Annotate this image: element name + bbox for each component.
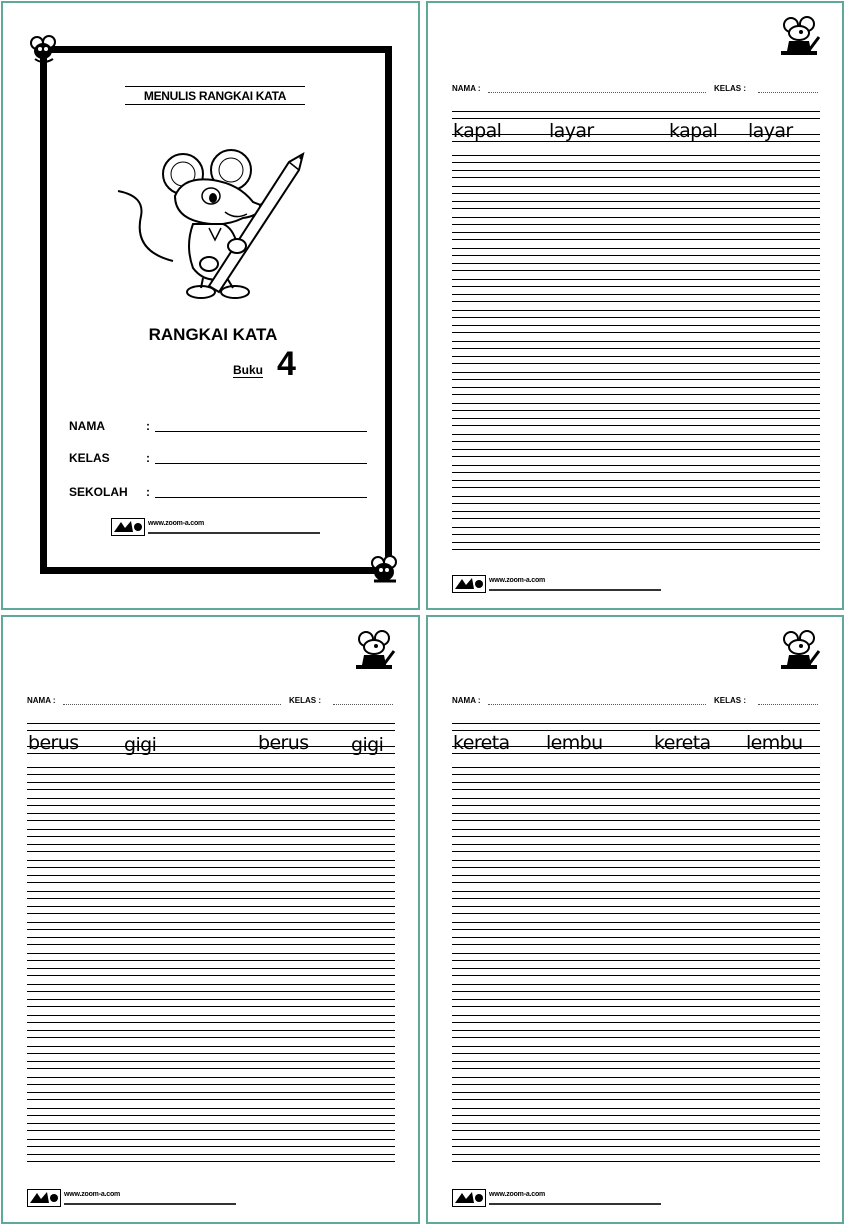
- site-logo-icon: [452, 1189, 486, 1207]
- rule-line: [452, 1061, 820, 1062]
- rule-line: [27, 1015, 395, 1016]
- rule-line: [452, 255, 820, 256]
- rule-line: [27, 937, 395, 938]
- rule-line: [452, 975, 820, 976]
- worksheet-berus-gigi: [1, 615, 420, 1224]
- name-line: [155, 431, 367, 432]
- rule-line: [452, 480, 820, 481]
- practice-word: berus: [28, 732, 79, 754]
- rule-line: [452, 944, 820, 945]
- rule-line: [452, 341, 820, 342]
- website-text: www.zoom-a.com: [64, 1191, 121, 1198]
- field-colon: :: [146, 419, 150, 433]
- rule-line: [452, 1092, 820, 1093]
- site-logo-icon: [111, 518, 145, 536]
- practice-word: kapal: [669, 120, 718, 142]
- rule-line: [452, 1146, 820, 1147]
- rule-line: [27, 968, 395, 969]
- practice-word: gigi: [351, 734, 384, 756]
- rule-line: [27, 723, 395, 724]
- class-line: [758, 704, 818, 705]
- rule-line: [452, 1130, 820, 1131]
- rule-line: [27, 820, 395, 821]
- rule-line: [27, 1006, 395, 1007]
- class-label: KELAS :: [714, 696, 746, 705]
- rule-line: [27, 984, 395, 985]
- rule-line: [452, 1030, 820, 1031]
- rule-line: [27, 829, 395, 830]
- mouse-with-pencil-icon: [113, 146, 313, 306]
- rule-line: [452, 177, 820, 178]
- rule-line: [452, 372, 820, 373]
- class-label: KELAS :: [289, 696, 321, 705]
- rule-line: [452, 279, 820, 280]
- rule-line: [452, 1006, 820, 1007]
- rule-line: [27, 1061, 395, 1062]
- practice-word: kapal: [453, 120, 502, 142]
- field-label-kelas: KELAS: [69, 451, 110, 465]
- rule-line: [452, 1154, 820, 1155]
- rule-line: [27, 906, 395, 907]
- rule-line: [27, 1068, 395, 1069]
- name-label: NAMA :: [452, 696, 481, 705]
- rule-line: [27, 1154, 395, 1155]
- ruled-lines: [452, 723, 820, 1175]
- name-line: [63, 704, 281, 705]
- ruled-lines: [452, 111, 820, 563]
- rule-line: [452, 425, 820, 426]
- school-line: [155, 497, 367, 498]
- rule-line: [452, 332, 820, 333]
- rule-line: [452, 851, 820, 852]
- rule-line: [452, 527, 820, 528]
- rule-line: [452, 208, 820, 209]
- mouse-corner-icon: [27, 33, 61, 67]
- rule-line: [27, 1092, 395, 1093]
- name-line: [488, 704, 706, 705]
- rule-line: [452, 434, 820, 435]
- rule-line: [27, 991, 395, 992]
- rule-line: [452, 387, 820, 388]
- mouse-corner-icon: [368, 553, 402, 587]
- rule-line: [452, 248, 820, 249]
- rule-line: [452, 111, 820, 112]
- rule-line: [27, 844, 395, 845]
- rule-line: [27, 999, 395, 1000]
- rule-line: [452, 201, 820, 202]
- rule-line: [452, 913, 820, 914]
- field-colon: :: [146, 485, 150, 499]
- rule-line: [452, 263, 820, 264]
- rule-line: [452, 999, 820, 1000]
- website-bar: [64, 1203, 236, 1205]
- rule-line: [452, 294, 820, 295]
- rule-line: [27, 953, 395, 954]
- rule-line: [27, 1123, 395, 1124]
- practice-word: layar: [549, 120, 594, 142]
- rule-line: [452, 1037, 820, 1038]
- website-bar: [489, 1203, 661, 1205]
- rule-line: [452, 984, 820, 985]
- rule-line: [452, 968, 820, 969]
- rule-line: [27, 782, 395, 783]
- rule-line: [27, 875, 395, 876]
- rule-line: [452, 232, 820, 233]
- book-number: 4: [277, 345, 296, 383]
- field-colon: :: [146, 451, 150, 465]
- rule-line: [27, 746, 395, 747]
- rule-line: [452, 496, 820, 497]
- class-line: [155, 463, 367, 464]
- rule-line: [452, 813, 820, 814]
- rule-line: [452, 991, 820, 992]
- rule-line: [452, 441, 820, 442]
- rule-line: [452, 472, 820, 473]
- rule-line: [27, 1022, 395, 1023]
- cover-heading: RANGKAI KATA: [148, 325, 278, 344]
- rule-line: [452, 929, 820, 930]
- rule-line: [452, 394, 820, 395]
- mouse-with-pencil-icon: [777, 15, 821, 57]
- rule-line: [452, 1161, 820, 1162]
- class-line: [333, 704, 393, 705]
- rule-line: [452, 193, 820, 194]
- rule-line: [27, 1139, 395, 1140]
- rule-line: [452, 534, 820, 535]
- name-line: [488, 92, 706, 93]
- worksheet-kereta-lembu: [426, 615, 844, 1224]
- rule-line: [452, 449, 820, 450]
- worksheet-kapal-layar: [426, 1, 844, 610]
- rule-line: [27, 1108, 395, 1109]
- rule-line: [452, 286, 820, 287]
- rule-line: [27, 860, 395, 861]
- rule-line: [27, 753, 395, 754]
- rule-line: [452, 270, 820, 271]
- rule-line: [27, 1053, 395, 1054]
- rule-line: [452, 379, 820, 380]
- rule-line: [452, 224, 820, 225]
- site-logo-icon: [452, 575, 486, 593]
- rule-line: [27, 767, 395, 768]
- rule-line: [452, 456, 820, 457]
- rule-line: [452, 465, 820, 466]
- site-logo-icon: [27, 1189, 61, 1207]
- practice-word: lembu: [546, 732, 603, 754]
- website-text: www.zoom-a.com: [148, 520, 205, 527]
- rule-line: [452, 1053, 820, 1054]
- rule-line: [452, 363, 820, 364]
- rule-line: [27, 1130, 395, 1131]
- rule-line: [27, 1030, 395, 1031]
- website-text: www.zoom-a.com: [489, 1191, 546, 1198]
- practice-word: kereta: [654, 732, 711, 754]
- rule-line: [27, 851, 395, 852]
- rule-line: [452, 356, 820, 357]
- practice-word: lembu: [746, 732, 803, 754]
- rule-line: [27, 798, 395, 799]
- rule-line: [452, 891, 820, 892]
- class-line: [758, 92, 818, 93]
- rule-line: [452, 1015, 820, 1016]
- rule-line: [452, 820, 820, 821]
- rule-line: [452, 549, 820, 550]
- rule-line: [452, 217, 820, 218]
- rule-line: [452, 1068, 820, 1069]
- rule-line: [452, 937, 820, 938]
- rule-line: [27, 1077, 395, 1078]
- rule-line: [27, 891, 395, 892]
- rule-line: [452, 953, 820, 954]
- rule-line: [452, 155, 820, 156]
- rule-line: [27, 898, 395, 899]
- rule-line: [452, 922, 820, 923]
- book-label: Buku: [233, 363, 263, 377]
- rule-line: [452, 1022, 820, 1023]
- rule-line: [452, 730, 820, 731]
- rule-line: [27, 1146, 395, 1147]
- rule-line: [27, 882, 395, 883]
- name-label: NAMA :: [27, 696, 56, 705]
- rule-line: [27, 1099, 395, 1100]
- rule-line: [452, 317, 820, 318]
- rule-line: [452, 960, 820, 961]
- rule-line: [27, 975, 395, 976]
- series-title: MENULIS RANGKAI KATA: [125, 86, 305, 105]
- rule-line: [27, 774, 395, 775]
- practice-word: berus: [258, 732, 309, 754]
- rule-line: [452, 723, 820, 724]
- rule-line: [452, 774, 820, 775]
- rule-line: [452, 844, 820, 845]
- rule-line: [452, 767, 820, 768]
- rule-line: [27, 1084, 395, 1085]
- rule-line: [452, 487, 820, 488]
- rule-line: [452, 875, 820, 876]
- rule-line: [452, 239, 820, 240]
- rule-line: [452, 1099, 820, 1100]
- rule-line: [27, 1037, 395, 1038]
- rule-line: [452, 1108, 820, 1109]
- rule-line: [452, 898, 820, 899]
- rule-line: [452, 836, 820, 837]
- rule-line: [452, 782, 820, 783]
- rule-line: [27, 1161, 395, 1162]
- rule-line: [452, 518, 820, 519]
- rule-line: [452, 162, 820, 163]
- practice-word: gigi: [124, 734, 157, 756]
- rule-line: [27, 960, 395, 961]
- rule-line: [27, 929, 395, 930]
- name-label: NAMA :: [452, 84, 481, 93]
- rule-line: [452, 301, 820, 302]
- rule-line: [27, 867, 395, 868]
- rule-line: [27, 836, 395, 837]
- practice-word: kereta: [453, 732, 510, 754]
- rule-line: [452, 829, 820, 830]
- rule-line: [452, 789, 820, 790]
- rule-line: [27, 805, 395, 806]
- rule-line: [452, 882, 820, 883]
- rule-line: [27, 1046, 395, 1047]
- rule-line: [452, 1046, 820, 1047]
- rule-line: [452, 118, 820, 119]
- rule-line: [27, 1115, 395, 1116]
- rule-line: [452, 542, 820, 543]
- rule-line: [452, 906, 820, 907]
- rule-line: [452, 348, 820, 349]
- rule-line: [452, 418, 820, 419]
- rule-line: [452, 403, 820, 404]
- rule-line: [452, 310, 820, 311]
- rule-line: [27, 813, 395, 814]
- field-label-nama: NAMA: [69, 419, 105, 433]
- rule-line: [452, 1115, 820, 1116]
- website-bar: [489, 589, 661, 591]
- mouse-with-pencil-icon: [352, 629, 396, 671]
- website-bar: [148, 532, 320, 534]
- website-text: www.zoom-a.com: [489, 577, 546, 584]
- rule-line: [452, 511, 820, 512]
- rule-line: [452, 186, 820, 187]
- rule-line: [452, 805, 820, 806]
- rule-line: [452, 410, 820, 411]
- rule-line: [452, 325, 820, 326]
- cover-page: [1, 1, 420, 610]
- rule-line: [27, 922, 395, 923]
- ruled-lines: [27, 723, 395, 1175]
- rule-line: [452, 867, 820, 868]
- practice-word: layar: [748, 120, 793, 142]
- rule-line: [27, 789, 395, 790]
- field-label-sekolah: SEKOLAH: [69, 485, 128, 499]
- rule-line: [452, 798, 820, 799]
- rule-line: [27, 730, 395, 731]
- rule-line: [452, 1139, 820, 1140]
- rule-line: [452, 503, 820, 504]
- rule-line: [452, 860, 820, 861]
- rule-line: [452, 1077, 820, 1078]
- mouse-with-pencil-icon: [777, 629, 821, 671]
- rule-line: [452, 1084, 820, 1085]
- class-label: KELAS :: [714, 84, 746, 93]
- rule-line: [452, 1123, 820, 1124]
- rule-line: [27, 944, 395, 945]
- rule-line: [27, 913, 395, 914]
- rule-line: [452, 170, 820, 171]
